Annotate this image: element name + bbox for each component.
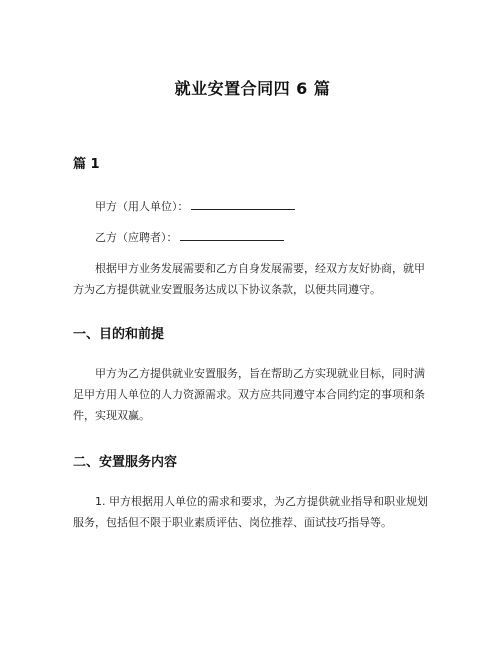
party-b-blank-line — [180, 228, 284, 241]
section-label: 篇 1 — [73, 157, 100, 172]
service-item-1: 1. 甲方根据用人单位的需求和要求，为乙方提供就业指导和职业规划服务，包括但不限于职业素质评估、岗位推荐、面试技巧指导等。 — [73, 495, 428, 529]
party-a-line — [73, 196, 432, 217]
party-b-label: 乙方（应聘者）： — [95, 231, 178, 244]
party-b-line — [73, 227, 432, 248]
document-title: 就业安置合同四 6 篇 — [174, 79, 331, 98]
party-a-label: 甲方（用人单位）： — [95, 200, 189, 213]
heading-purpose: 一、目的和前提 — [73, 327, 165, 342]
purpose-paragraph: 甲方为乙方提供就业安置服务，旨在帮助乙方实现就业目标，同时满足甲方用人单位的人力资源需求。双方应共同遵守本合同约定的事项和条件，实现双赢。 — [73, 367, 425, 422]
intro-paragraph: 根据甲方业务发展需要和乙方自身发展需要，经双方友好协商，就甲方为乙方提供就业安置服务达成以下协议条款，以便共同遵守。 — [73, 262, 425, 296]
party-a-blank-line — [191, 197, 295, 210]
heading-services: 二、安置服务内容 — [73, 455, 178, 470]
